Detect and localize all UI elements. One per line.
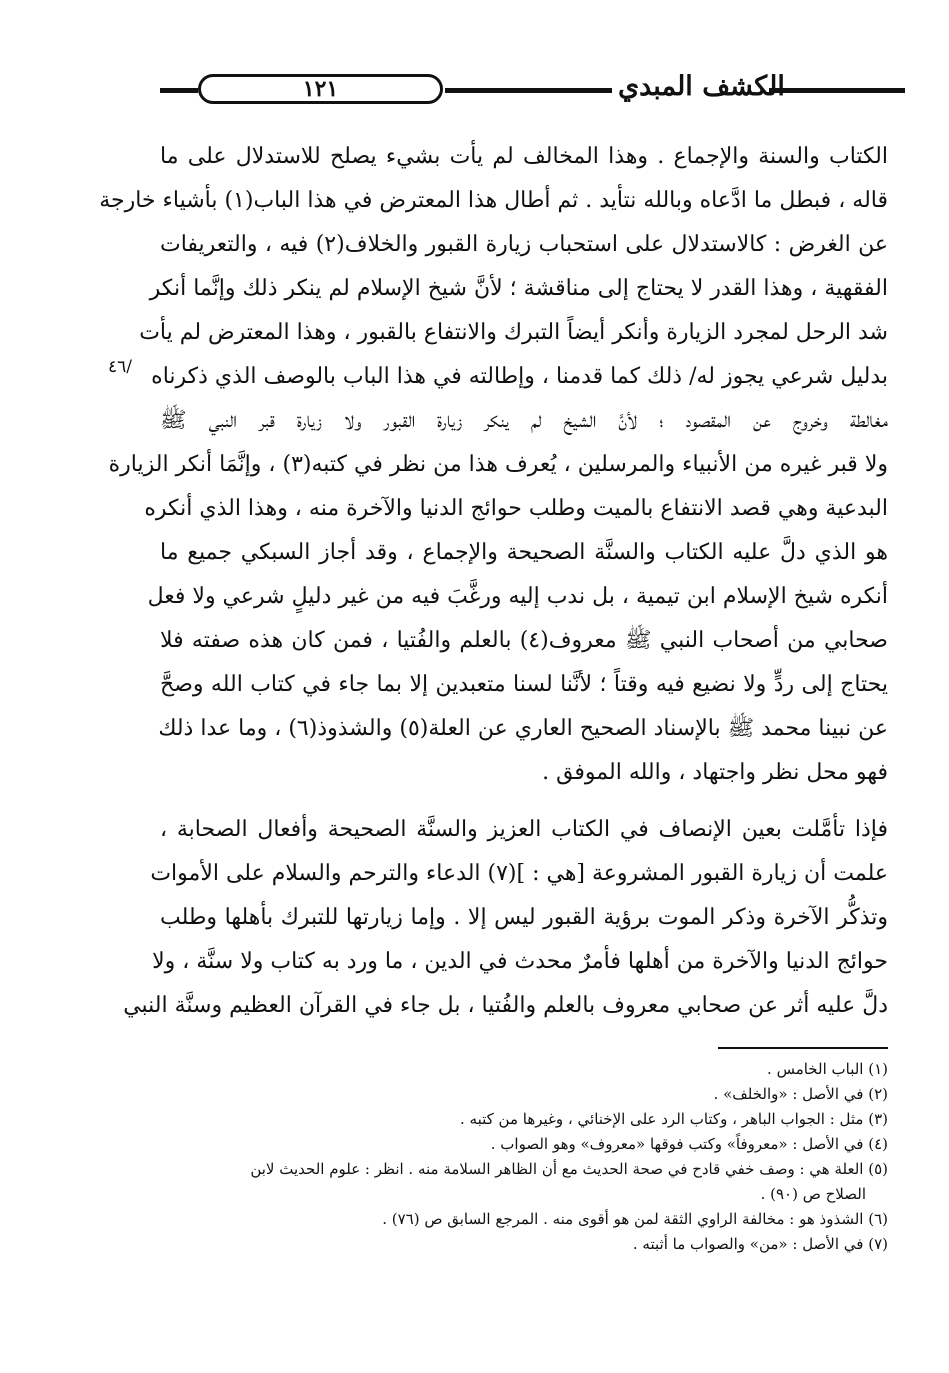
header-rule-middle	[445, 88, 615, 93]
footnote: (٤) في الأصل : «معروفاً» وكتب فوقها «معروف» وهو الصواب .	[490, 1135, 888, 1153]
header-rule-left	[160, 88, 198, 93]
body-line: فهو محل نظر واجتهاد ، والله الموفق .	[542, 760, 888, 785]
footnote-separator	[718, 1047, 888, 1049]
body-line: ولا قبر غيره من الأنبياء والمرسلين ، يُعرف هذا من نظر في كتبه(٣) ، وإنَّمَا أنكر الزيارة	[108, 452, 888, 477]
footnote: (٢) في الأصل : «والخلف» .	[713, 1085, 888, 1103]
body-line: البدعية وهي قصد الانتفاع بالميت وطلب حوائج الدنيا والآخرة منه ، وهذا الذي أنكره	[144, 496, 888, 521]
paragraph-gap	[160, 795, 888, 808]
body-line: بدليل شرعي يجوز له/ ذلك كما قدمنا ، وإطالته في هذا الباب بالوصف الذي ذكرناه	[151, 364, 888, 389]
footnote: (٧) في الأصل : «من» والصواب ما أثبته .	[632, 1235, 888, 1253]
body-line: صحابي من أصحاب النبي ﷺ معروف(٤) بالعلم والفُتيا ، فمن كان هذه صفته فلا	[160, 628, 888, 653]
body-line: علمت أن زيارة القبور المشروعة [هي : ](٧) الدعاء والترحم والسلام على الأموات	[150, 861, 888, 886]
footnote-continuation: الصلاح ص (٩٠) .	[760, 1185, 866, 1203]
footnotes	[160, 1057, 888, 1257]
footnote: (٣) مثل : الجواب الباهر ، وكتاب الرد على الإخنائي ، وغيرها من كتبه .	[460, 1110, 888, 1128]
body-line: أنكره شيخ الإسلام ابن تيمية ، بل ندب إليه ورغَّبَ فيه من غير دليلٍ شرعي ولا فعل	[147, 584, 888, 609]
body-line: هو الذي دلَّ عليه الكتاب والسنَّة الصحيحة والإجماع ، وقد أجاز السبكي جميع ما	[160, 540, 888, 565]
body-line: مغالطة وخروج عن المقصود ؛ لأنَّ الشيخ لم ينكر زيارة القبور ولا زيارة قبر النبي ﷺ	[160, 408, 888, 433]
body-line: قاله ، فبطل ما ادَّعاه وبالله نتأيد . ثم أطال هذا المعترض في هذا الباب(١) بأشياء خارجة	[99, 188, 888, 213]
page-header	[160, 70, 905, 110]
body-line: حوائج الدنيا والآخرة من أهلها فأمرٌ محدث في الدين ، ما ورد به كتاب ولا سنَّة ، ولا	[152, 949, 888, 974]
footnote: (١) الباب الخامس .	[767, 1060, 888, 1078]
body-line: فإذا تأمَّلت بعين الإنصاف في الكتاب العزيز والسنَّة الصحيحة وأفعال الصحابة ،	[160, 817, 888, 842]
body-line: عن الغرض : كالاستدلال على استحباب زيارة القبور والخلاف(٢) فيه ، والتعريفات	[160, 232, 888, 257]
body-line: يحتاج إلى ردٍّ ولا نضيع فيه وقتاً ؛ لأنَّنا لسنا متعبدين إلا بما جاء في كتاب الله وصحَّ	[160, 672, 888, 697]
body-line: الكتاب والسنة والإجماع . وهذا المخالف لم يأت بشيء يصلح للاستدلال على ما	[160, 144, 888, 169]
body-line: عن نبينا محمد ﷺ بالإسناد الصحيح العاري عن العلة(٥) والشذوذ(٦) ، وما عدا ذلك	[158, 716, 888, 741]
body-line: الفقهية ، وهذا القدر لا يحتاج إلى مناقشة ؛ لأنَّ شيخ الإسلام لم ينكر ذلك وإنَّما أنكر	[149, 276, 888, 301]
book-title: الكشف المبدي	[612, 71, 769, 102]
body-line: وتذكُّر الآخرة وذكر الموت برؤية القبور ليس إلا . وإما زيارتها للتبرك بأهلها وطلب	[160, 905, 888, 930]
margin-page-reference: ٤٦/	[108, 357, 132, 377]
footnote: (٥) العلة هي : وصف خفي قادح في صحة الحديث مع أن الظاهر السلامة منه . انظر : علوم الحديث لابن	[250, 1160, 888, 1178]
footnote: (٦) الشذوذ هو : مخالفة الراوي الثقة لمن هو أقوى منه . المرجع السابق ص (٧٦) .	[382, 1210, 888, 1228]
body-line: شد الرحل لمجرد الزيارة وأنكر أيضاً التبرك والانتفاع بالقبور ، وهذا المعترض لم يأت	[139, 320, 888, 345]
page-number: ١٢١	[198, 74, 443, 104]
body-line: دلَّ عليه أثر عن صحابي معروف بالعلم والفُتيا ، بل جاء في القرآن العظيم وسنَّة النبي	[123, 993, 888, 1018]
